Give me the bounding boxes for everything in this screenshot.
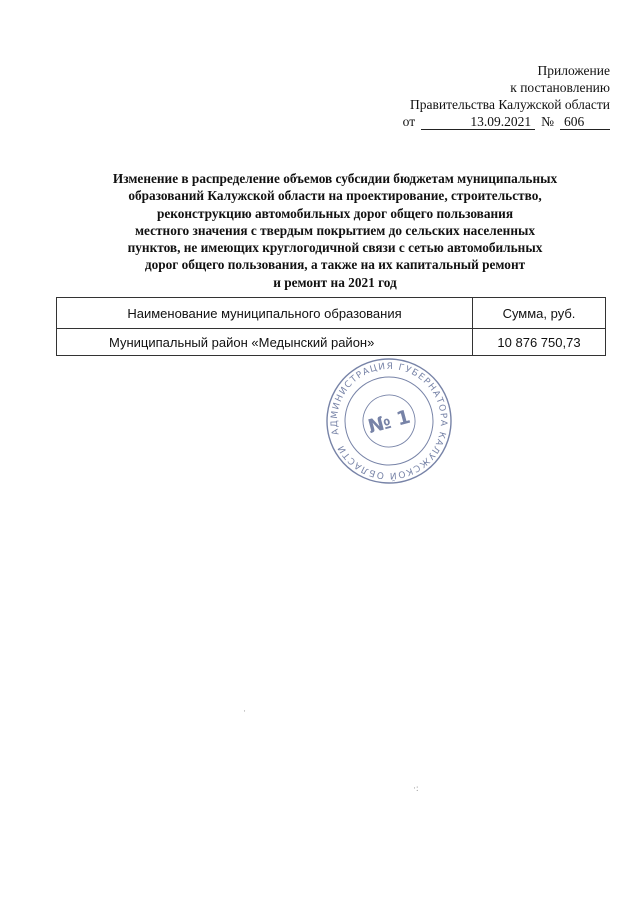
subsidy-table [56, 297, 606, 356]
from-label: от [402, 114, 416, 129]
number-label: № [541, 114, 554, 129]
seal-number: № 1 [365, 405, 413, 439]
table-row [57, 329, 606, 356]
resolution-label: к постановлению [510, 80, 610, 95]
title-line: реконструкцию автомобильных дорог общего пользования [156, 205, 514, 221]
municipality-cell: Муниципальный район «Медынский район» [57, 329, 473, 356]
seal-ring-text: АДМИНИСТРАЦИЯ ГУБЕРНАТОРА КАЛУЖСКОЙ ОБЛАСТИ [329, 361, 449, 481]
resolution-number: 606 [560, 115, 610, 130]
title-line: пунктов, не имеющих круглогодичной связи с сетью автомобильных [127, 240, 543, 256]
title-line: дорог общего пользования, а также на их капитальный ремонт [144, 257, 526, 273]
scan-speck: · [243, 706, 246, 716]
document-header [403, 62, 610, 130]
table-header-row [57, 298, 606, 329]
title-line: Изменение в распределение объемов субсидии бюджетам муниципальных [112, 171, 558, 186]
title-line: местного значения с твердым покрытием до сельских населенных [134, 222, 536, 238]
official-seal-stamp [324, 356, 454, 486]
document-title [60, 170, 610, 291]
resolution-date: 13.09.2021 [421, 115, 535, 130]
amount-cell: 10 876 750,73 [473, 329, 606, 356]
column-header-amount: Сумма, руб. [473, 298, 606, 329]
title-line: образований Калужской области на проектирование, строительство, [128, 188, 542, 204]
appendix-label: Приложение [537, 63, 610, 78]
scan-speck: ·: [413, 783, 419, 793]
column-header-name: Наименование муниципального образования [57, 298, 473, 329]
date-number-line [403, 113, 610, 130]
government-label: Правительства Калужской области [409, 97, 610, 112]
title-line: и ремонт на 2021 год [273, 274, 397, 290]
